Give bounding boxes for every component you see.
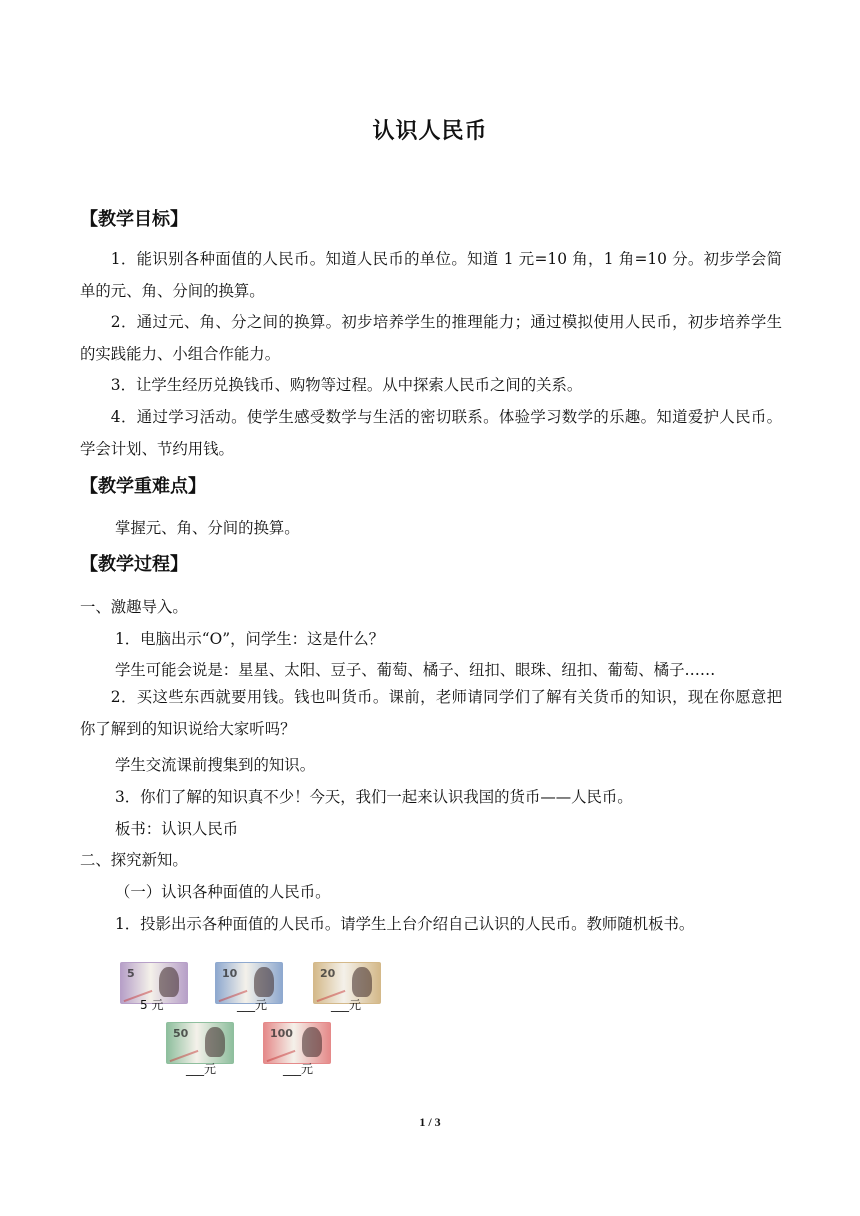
process-p6: 板书：认识人民币 (115, 820, 239, 838)
banknote-10-label: ___元 (237, 998, 268, 1012)
goal-item-4: 4．通过学习活动。使学生感受数学与生活的密切联系。体验学习数学的乐趣。知道爱护人民币。学会计划、节约用钱。 (80, 408, 782, 458)
process-p7: 1．投影出示各种面值的人民币。请学生上台介绍自己认识的人民币。教师随机板书。 (115, 915, 695, 933)
process-p1: 1．电脑出示“O”，问学生：这是什么？ (115, 630, 385, 648)
process-p4: 学生交流课前搜集到的知识。 (115, 756, 316, 774)
banknote-20: 20 (313, 962, 381, 1004)
portrait-icon (352, 967, 372, 997)
banknote-50-label: ___元 (186, 1062, 217, 1076)
banknote-100-label: ___元 (283, 1062, 314, 1076)
banknote-10: 10 (215, 962, 283, 1004)
goal-item-2: 2．通过元、角、分之间的换算。初步培养学生的推理能力；通过模拟使用人民币，初步培养学生的实践能力、小组合作能力。 (80, 313, 782, 363)
banknote-20-label: ___元 (331, 998, 362, 1012)
banknote-100: 100 (263, 1022, 331, 1064)
portrait-icon (302, 1027, 322, 1057)
process-p2: 学生可能会说是：星星、太阳、豆子、葡萄、橘子、纽扣、眼珠、纽扣、葡萄、橘子…… (115, 661, 716, 679)
sub-section-1: （一）认识各种面值的人民币。 (115, 883, 331, 901)
process-heading: 【教学过程】 (80, 554, 188, 575)
page-number: 1 / 3 (419, 1115, 441, 1129)
process-p3: 2．买这些东西就要用钱。钱也叫货币。课前，老师请同学们了解有关货币的知识，现在你愿意把你了解到的知识说给大家听吗？ (80, 688, 782, 738)
part2-title: 二、探究新知。 (80, 851, 188, 869)
banknote-5-label: 5 元 (140, 998, 164, 1012)
portrait-icon (159, 967, 179, 997)
banknote-5: 5 (120, 962, 188, 1004)
process-p5: 3．你们了解的知识真不少！今天，我们一起来认识我国的货币——人民币。 (115, 788, 633, 806)
banknote-50: 50 (166, 1022, 234, 1064)
portrait-icon (254, 967, 274, 997)
key-points-text: 掌握元、角、分间的换算。 (115, 519, 300, 537)
key-points-heading: 【教学重难点】 (80, 476, 206, 497)
goal-item-1: 1．能识别各种面值的人民币。知道人民币的单位。知道 1 元=10 角，1 角=10 分。初步学会简单的元、角、分间的换算。 (80, 250, 782, 300)
goals-heading: 【教学目标】 (80, 209, 188, 230)
document-title: 认识人民币 (372, 118, 488, 144)
portrait-icon (205, 1027, 225, 1057)
part1-title: 一、激趣导入。 (80, 598, 188, 616)
goal-item-3: 3．让学生经历兑换钱币、购物等过程。从中探索人民币之间的关系。 (110, 376, 583, 394)
